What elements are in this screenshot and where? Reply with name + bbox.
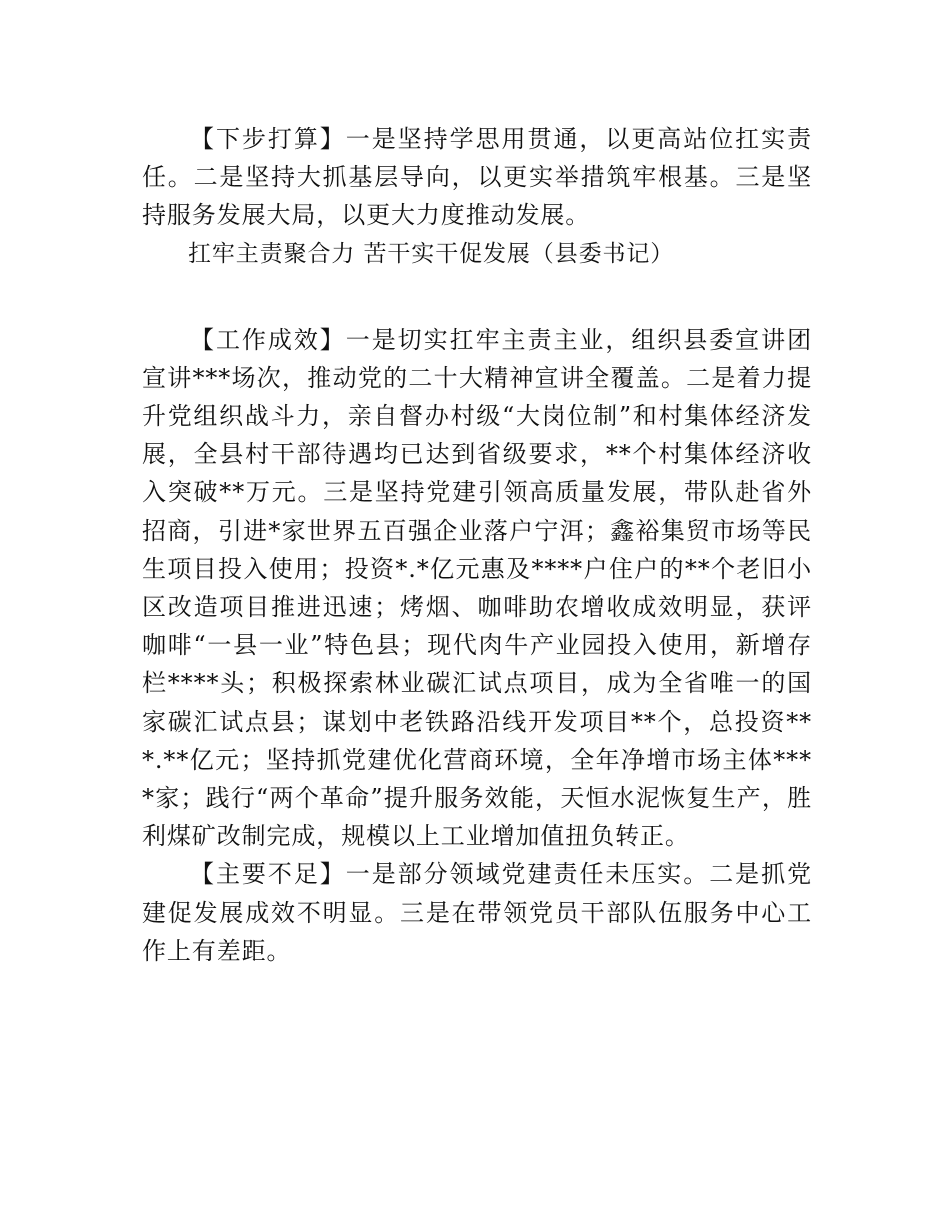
section-title: 扛牢主责聚合力 苦干实干促发展（县委书记） (188, 240, 675, 267)
shortcomings-paragraph: 【主要不足】一是部分领域党建责任未压实。二是抓党建促发展成效不明显。三是在带领党员干部队伍服务中心工作上有差距。 (142, 860, 812, 965)
next-steps-paragraph: 【下步打算】一是坚持学思用贯通，以更高站位扛实责任。二是坚持大抓基层导向，以更实举措筑牢根基。三是坚持服务发展大局，以更大力度推动发展。 (142, 125, 812, 230)
document-page (142, 120, 812, 970)
achievements-paragraph: 【工作成效】一是切实扛牢主责主业，组织县委宣讲团宣讲***场次，推动党的二十大精神宣讲全覆盖。二是着力提升党组织战斗力，亲自督办村级“大岗位制”和村集体经济发展，全县村干部待遇均已达到省级要求，**个村集体经济收入突破**万元。三是坚持党建引领高质量发展，带队赴省外招商，引进*家世界五百强企业落户宁洱；鑫裕集贸市场等民生项目投入使用；投资*.*亿元惠及****户住户的**个老旧小区改造项目推进迅速；烤烟、咖啡助农增收成效明显，获评咖啡“一县一业”特色县；现代肉牛产业园投入使用，新增存栏****头；积极探索林业碳汇试点项目，成为全省唯一的国家碳汇试点县；谋划中老铁路沿线开发项目**个，总投资***.**亿元；坚持抓党建优化营商环境，全年净增市场主体****家；践行“两个革命”提升服务效能，天恒水泥恢复生产，胜利煤矿改制完成，规模以上工业增加值扭负转正。 (142, 325, 812, 851)
